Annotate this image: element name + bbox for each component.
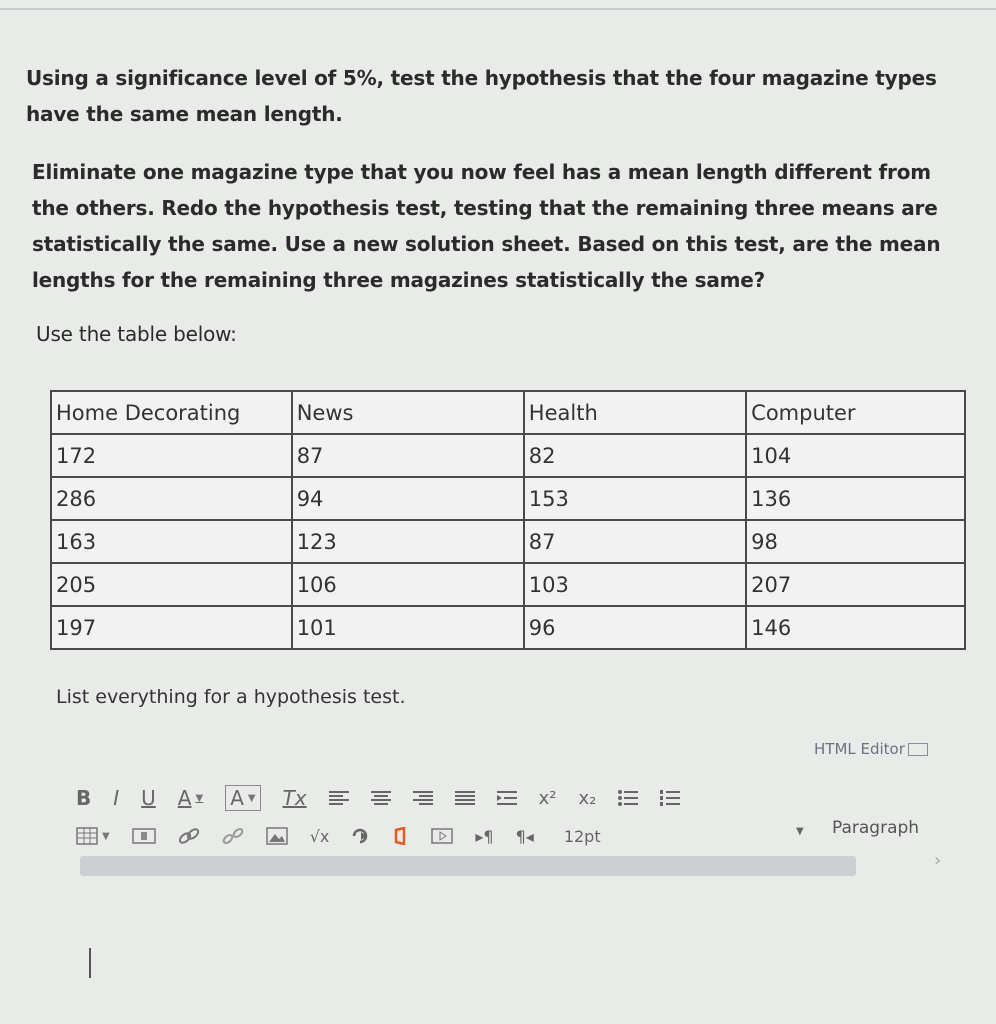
- table-icon[interactable]: [76, 827, 110, 845]
- font-size-select[interactable]: 12pt: [563, 826, 601, 846]
- table-cell: 136: [746, 477, 965, 520]
- question-content: [26, 60, 966, 352]
- table-cell: 106: [292, 563, 524, 606]
- link-icon[interactable]: [178, 827, 200, 845]
- table-cell: 82: [524, 434, 746, 477]
- chevron-down-icon[interactable]: ▼: [796, 826, 804, 837]
- table-intro: Use the table below:: [36, 322, 237, 346]
- table-cell: 172: [51, 434, 292, 477]
- header-news: News: [292, 391, 524, 434]
- bold-button[interactable]: B: [76, 786, 92, 810]
- equation-icon[interactable]: √x: [309, 826, 330, 846]
- table-cell: 205: [51, 563, 292, 606]
- table-cell: 163: [51, 520, 292, 563]
- table-cell: 96: [524, 606, 746, 649]
- chevron-down-icon: ▼: [195, 792, 204, 804]
- table-cell: 123: [292, 520, 524, 563]
- table-cell: 87: [292, 434, 524, 477]
- italic-button[interactable]: I: [113, 786, 120, 810]
- align-left-icon[interactable]: [329, 790, 349, 806]
- header-computer: Computer: [746, 391, 965, 434]
- chevron-down-icon: ▼: [102, 830, 110, 842]
- align-center-icon[interactable]: [371, 790, 391, 806]
- unlink-icon[interactable]: [222, 827, 244, 845]
- chevron-down-icon: ▼: [247, 792, 256, 804]
- office-icon[interactable]: [393, 827, 409, 845]
- table-row: [51, 477, 965, 520]
- top-divider: [0, 8, 996, 10]
- table-row: [51, 606, 965, 649]
- media-icon[interactable]: [431, 827, 453, 845]
- table-cell: 103: [524, 563, 746, 606]
- table-row: [51, 520, 965, 563]
- subscript-button[interactable]: x₂: [578, 787, 597, 809]
- html-editor-label: HTML Editor: [814, 740, 905, 758]
- toolbar-scrollbar[interactable]: [80, 856, 856, 876]
- indent-icon[interactable]: [497, 790, 517, 806]
- table-cell: 197: [51, 606, 292, 649]
- image-icon[interactable]: [266, 827, 288, 845]
- highlight-color-button[interactable]: [225, 785, 260, 811]
- table-cell: 146: [746, 606, 965, 649]
- table-cell: 98: [746, 520, 965, 563]
- paragraph-format-select[interactable]: Paragraph: [832, 818, 920, 838]
- header-health: Health: [524, 391, 746, 434]
- question-paragraph-1: Using a significance level of 5%, test the hypothesis that the four magazine types have the same mean length.: [26, 66, 937, 126]
- ltr-icon[interactable]: ▸¶: [475, 826, 494, 846]
- font-color-button[interactable]: [178, 786, 203, 810]
- insert-template-icon[interactable]: [132, 827, 156, 845]
- text-cursor: [89, 948, 91, 978]
- justify-icon[interactable]: [455, 790, 475, 806]
- editor-toolbar-row-2: [76, 820, 956, 852]
- font-color-label: A: [177, 786, 192, 810]
- table-cell: 87: [524, 520, 746, 563]
- table-header-row: [51, 391, 965, 434]
- underline-button[interactable]: U: [141, 786, 156, 810]
- rtl-icon[interactable]: ¶◂: [515, 826, 534, 846]
- superscript-button[interactable]: x²: [538, 787, 557, 809]
- table-cell: 286: [51, 477, 292, 520]
- table-row: [51, 434, 965, 477]
- keyboard-icon: [908, 743, 928, 756]
- table-cell: 94: [292, 477, 524, 520]
- question-paragraph-2: Eliminate one magazine type that you now feel has a mean length different from the others. Redo the hypothesis test, testing that the remaining three means are statistically the same. Use a new solution sheet. Based on this test, are the mean lengths for the remaining three magazines statistically the same?: [32, 160, 941, 292]
- clear-format-button[interactable]: Tx: [282, 786, 307, 810]
- header-home-decorating: Home Decorating: [51, 391, 292, 434]
- embed-icon[interactable]: [351, 827, 371, 845]
- numbered-list-icon[interactable]: [660, 790, 680, 806]
- table-cell: 104: [746, 434, 965, 477]
- table-row: [51, 563, 965, 606]
- table-cell: 153: [524, 477, 746, 520]
- chevron-right-icon[interactable]: ›: [934, 850, 942, 871]
- table-cell: 207: [746, 563, 965, 606]
- editor-toolbar-row-1: [76, 782, 956, 814]
- instruction-text: List everything for a hypothesis test.: [56, 686, 406, 708]
- magazine-length-table: [50, 390, 966, 650]
- bullet-list-icon[interactable]: [618, 790, 638, 806]
- table-cell: 101: [292, 606, 524, 649]
- align-right-icon[interactable]: [413, 790, 433, 806]
- highlight-label: A: [230, 786, 244, 810]
- html-editor-link[interactable]: [814, 740, 928, 758]
